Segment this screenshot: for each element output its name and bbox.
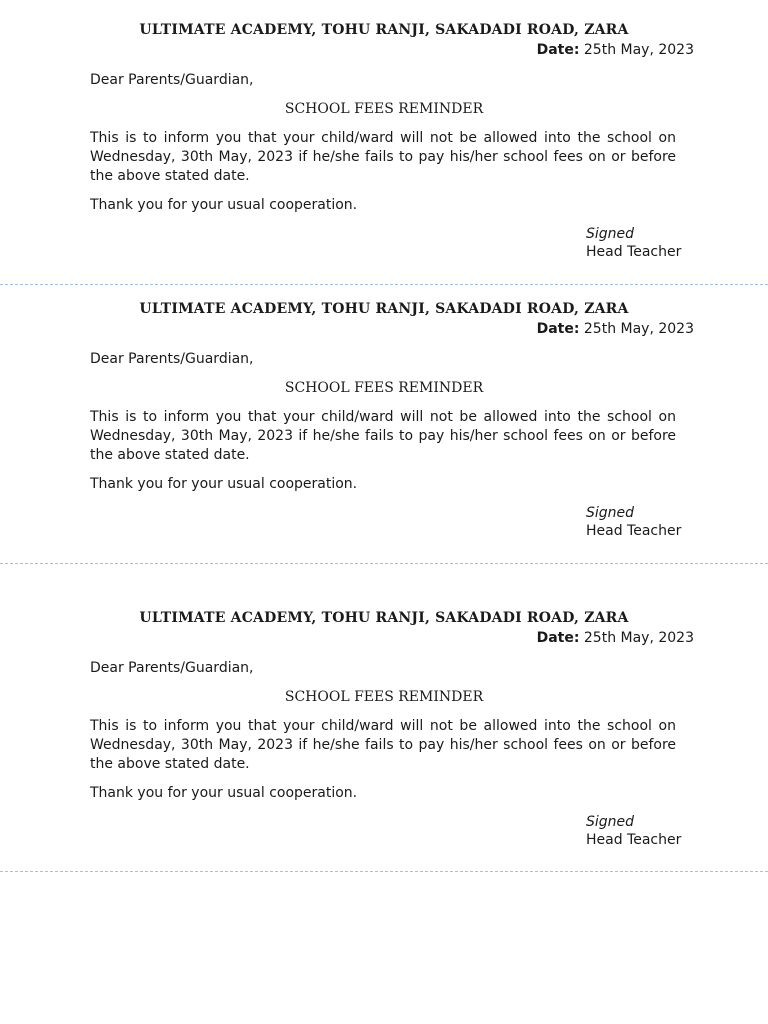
body-text: This is to inform you that your child/ward will not be allowed into the school on Wednesday, 30th May, 2023 if he/she fails to pay his/her school fees on or before the above stated date. [90, 130, 676, 184]
cut-line [0, 563, 768, 564]
thanks-line: Thank you for your usual cooperation. [90, 197, 358, 213]
signatory-title: Head Teacher [586, 523, 682, 539]
subject-heading: SCHOOL FEES REMINDER [284, 101, 484, 117]
signatory-title: Head Teacher [586, 832, 682, 848]
date-line [537, 321, 694, 337]
date-value: 25th May, 2023 [583, 321, 694, 337]
date-value: 25th May, 2023 [583, 630, 694, 646]
date-line [537, 630, 694, 646]
signed-label: Signed [586, 505, 635, 521]
thanks-line: Thank you for your usual cooperation. [90, 476, 358, 492]
date-label: Date: [536, 321, 580, 337]
subject-heading: SCHOOL FEES REMINDER [284, 380, 484, 396]
subject-heading: SCHOOL FEES REMINDER [284, 689, 484, 705]
date-line [537, 42, 694, 58]
salutation: Dear Parents/Guardian, [90, 660, 254, 676]
signed-label: Signed [586, 814, 635, 830]
cut-line [0, 871, 768, 872]
body-text: This is to inform you that your child/ward will not be allowed into the school on Wednesday, 30th May, 2023 if he/she fails to pay his/her school fees on or before the above stated date. [90, 718, 676, 772]
body-text: This is to inform you that your child/ward will not be allowed into the school on Wednesday, 30th May, 2023 if he/she fails to pay his/her school fees on or before the above stated date. [90, 409, 676, 463]
cut-line [0, 284, 768, 285]
school-name: ULTIMATE ACADEMY, TOHU RANJI, SAKADADI ROAD, ZARA [139, 301, 629, 317]
school-name: ULTIMATE ACADEMY, TOHU RANJI, SAKADADI ROAD, ZARA [139, 610, 629, 626]
thanks-line: Thank you for your usual cooperation. [90, 785, 358, 801]
salutation: Dear Parents/Guardian, [90, 351, 254, 367]
school-name: ULTIMATE ACADEMY, TOHU RANJI, SAKADADI ROAD, ZARA [139, 22, 629, 38]
signed-label: Signed [586, 226, 635, 242]
salutation: Dear Parents/Guardian, [90, 72, 254, 88]
date-label: Date: [536, 42, 580, 58]
date-value: 25th May, 2023 [583, 42, 694, 58]
date-label: Date: [536, 630, 580, 646]
signatory-title: Head Teacher [586, 244, 682, 260]
